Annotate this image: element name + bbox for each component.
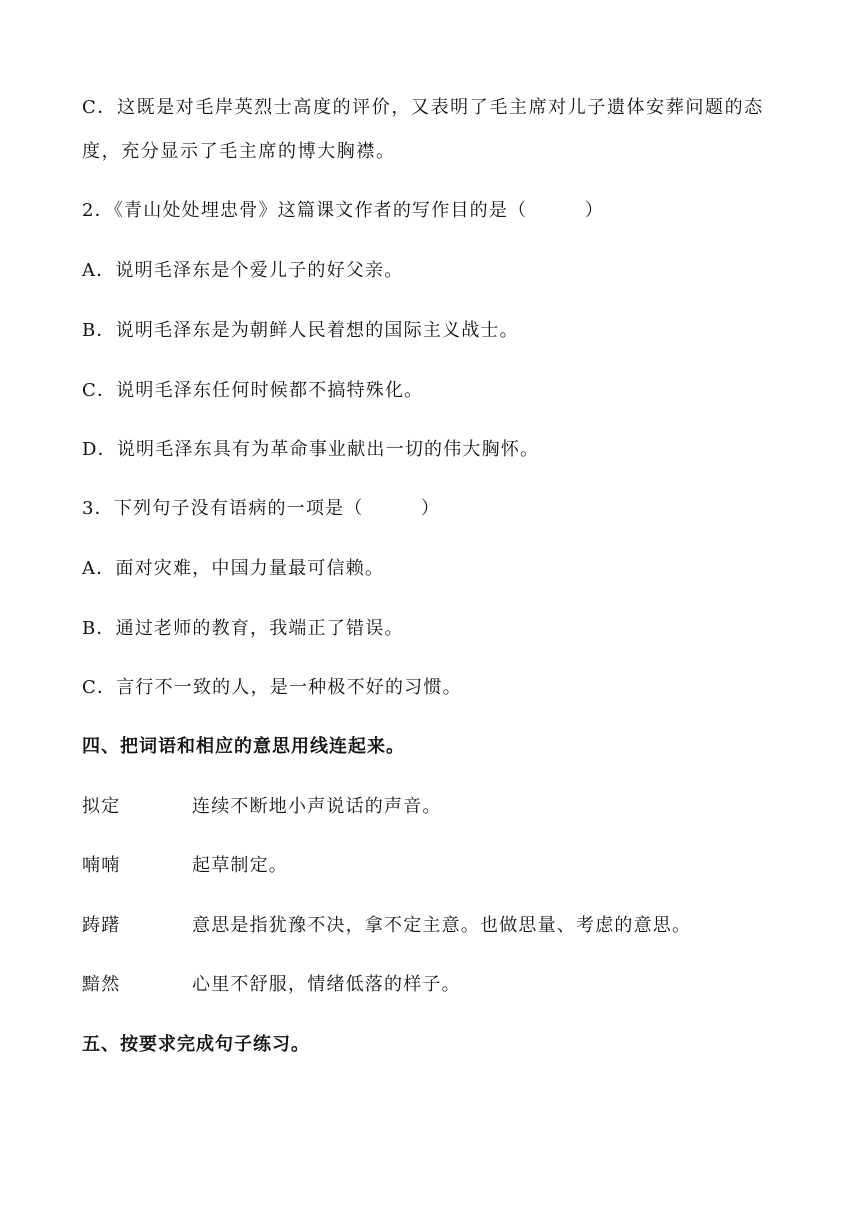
match-row-3 [82,913,782,939]
q3-option-a: A．面对灾难，中国力量最可信赖。 [82,558,385,579]
match-meaning: 连续不断地小声说话的声音。 [192,796,442,817]
match-term: 踌躇 [82,915,121,936]
match-meaning: 起草制定。 [192,855,288,876]
q2-stem: 2．《青山处处埋忠骨》这篇课文作者的写作目的是（ ） [82,200,605,221]
match-row-1 [82,794,782,820]
q1-option-c: C．这既是对毛岸英烈士高度的评价，又表明了毛主席对儿子遗体安葬问题的态度，充分显示了毛主席的博大胸襟。 [82,97,764,162]
match-row-2 [82,853,782,879]
match-term: 黯然 [82,974,121,995]
match-term: 喃喃 [82,855,121,876]
q3-option-c: C．言行不一致的人，是一种极不好的习惯。 [82,677,462,698]
match-meaning: 意思是指犹豫不决，拿不定主意。也做思量、考虑的意思。 [192,915,692,936]
section5-title: 五、按要求完成句子练习。 [82,1034,310,1055]
match-meaning: 心里不舒服，情绪低落的样子。 [192,974,461,995]
q3-stem: 3．下列句子没有语病的一项是（ ） [82,498,441,519]
q3-option-b: B．通过老师的教育，我端正了错误。 [82,618,404,639]
match-term: 拟定 [82,796,121,817]
section4-title: 四、把词语和相应的意思用线连起来。 [82,736,405,757]
q2-option-c: C．说明毛泽东任何时候都不搞特殊化。 [82,380,424,401]
q2-option-d: D．说明毛泽东具有为革命事业献出一切的伟大胸怀。 [82,439,540,460]
match-row-4 [82,972,782,998]
q2-option-a: A．说明毛泽东是个爱儿子的好父亲。 [82,260,404,281]
q2-option-b: B．说明毛泽东是为朝鲜人民着想的国际主义战士。 [82,320,519,341]
